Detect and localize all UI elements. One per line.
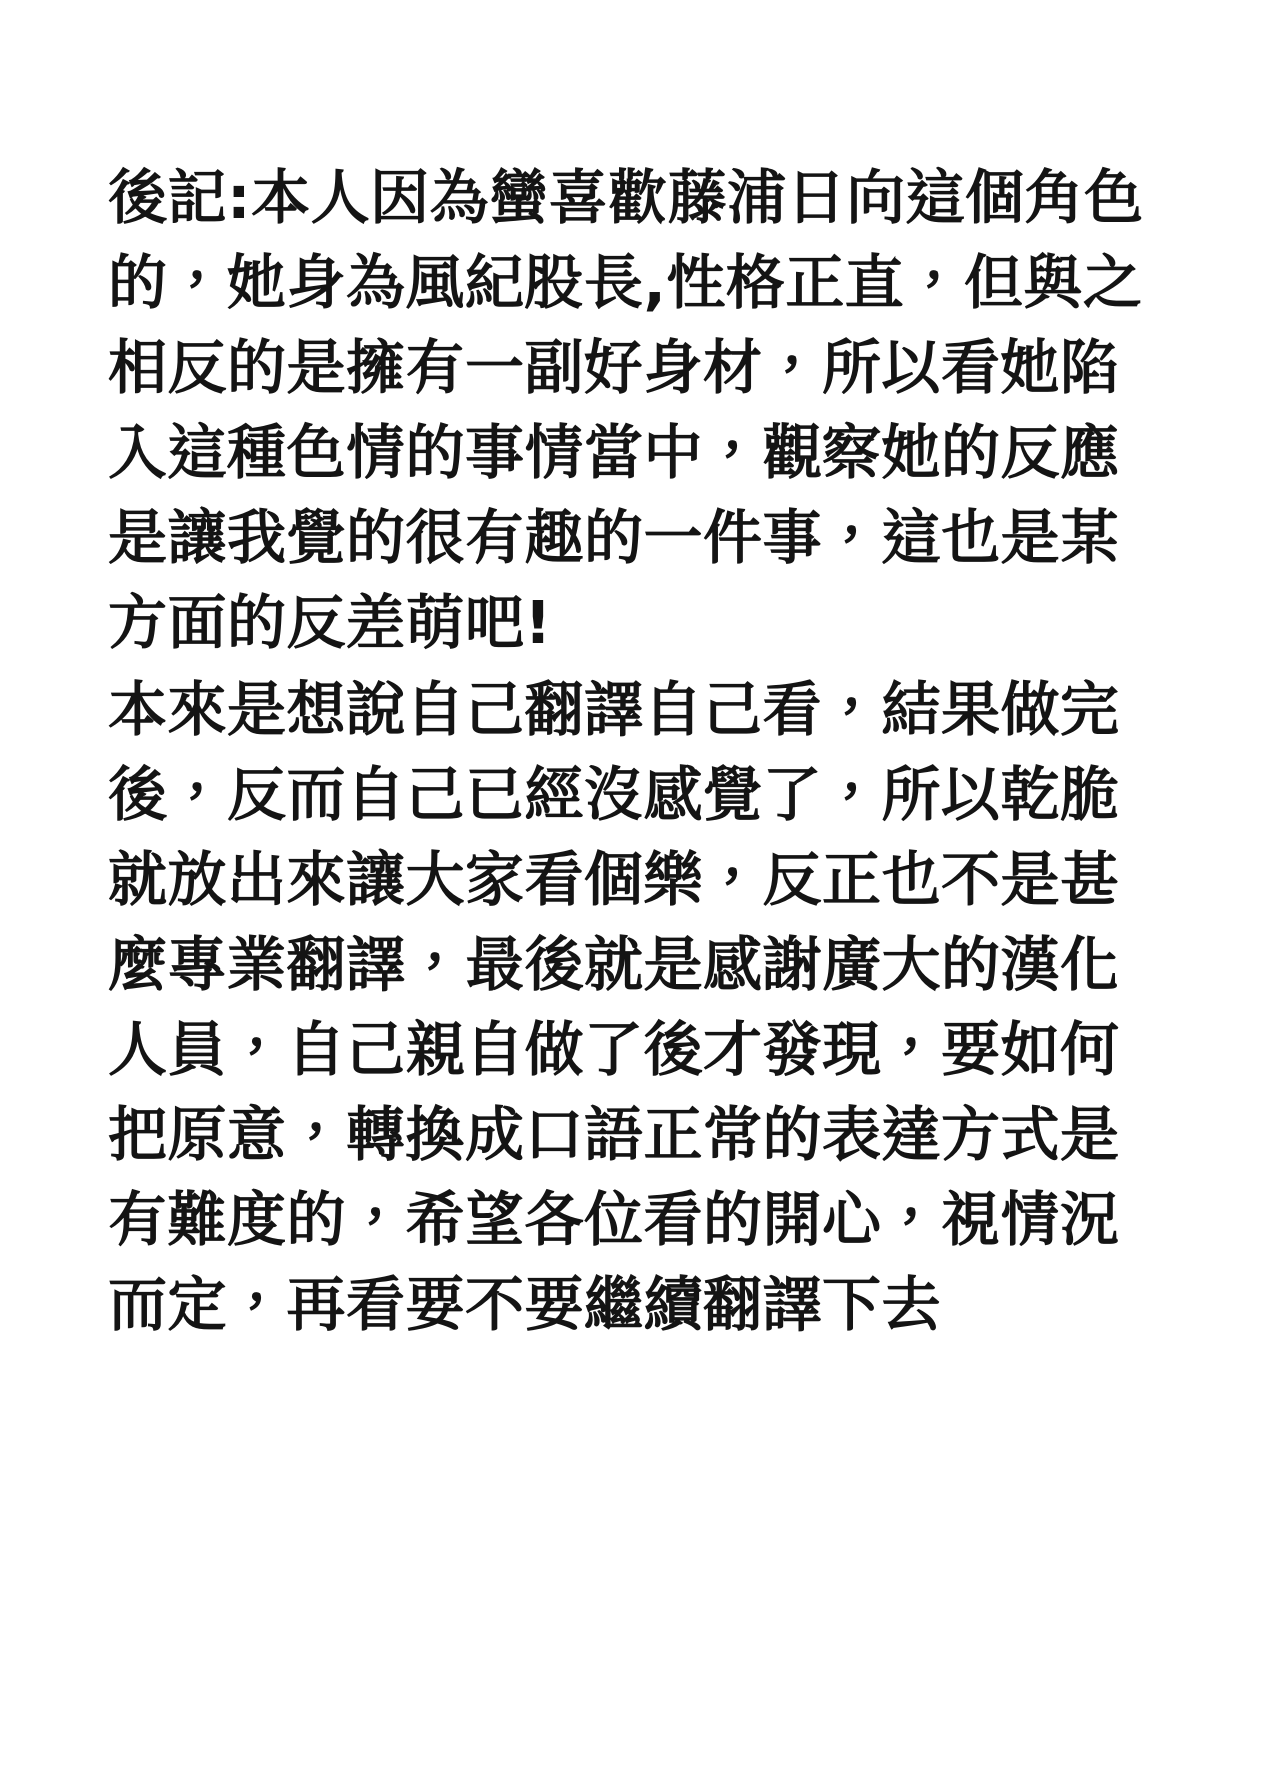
paragraph-translation-note: 本來是想說自己翻譯自己看，結果做完後，反而自己已經沒感覺了，所以乾脆就放出來讓大家看個樂，反正也不是甚麼專業翻譯，最後就是感謝廣大的漢化人員，自己親自做了後才發現，要如何把原意，轉換成口語正常的表達方式是有難度的，希望各位看的開心，視情況而定，再看要不要繼續翻譯下去 — [108, 675, 1120, 1339]
paragraph-afterword: 後記:本人因為蠻喜歡藤浦日向這個角色的，她身為風紀股長,性格正直，但與之相反的是擁有一副好身材，所以看她陷入這種色情的事情當中，觀察她的反應是讓我覺的很有趣的一件事，這也是某方面的反差萌吧! — [108, 163, 1144, 657]
document-body — [108, 155, 1172, 1347]
